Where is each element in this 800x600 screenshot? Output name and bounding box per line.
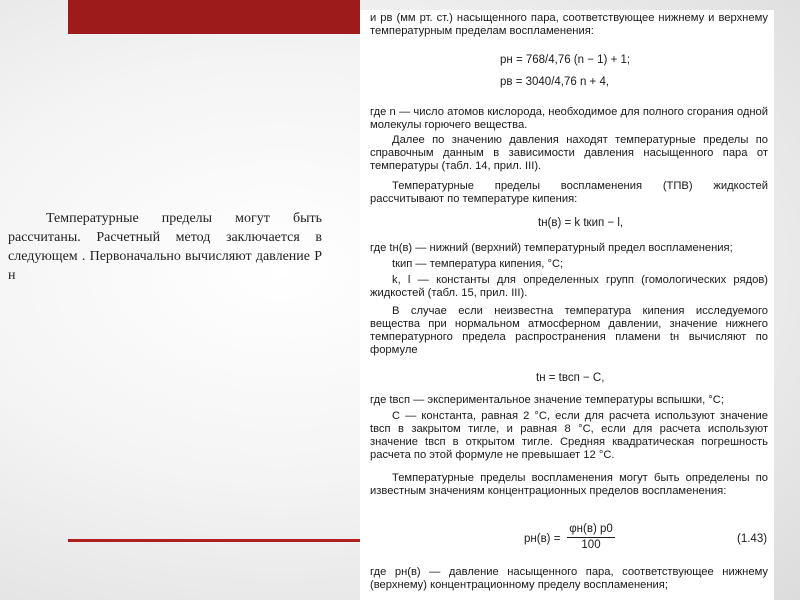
formula-143-fraction (567, 523, 615, 552)
formula-143-numerator: φн(в) p0 (567, 523, 615, 538)
paragraph-concentration: Температурные пределы воспламенения могут быть определены по известным значениям концентрационных пределов воспламенения: (370, 472, 768, 497)
bottom-accent-line (68, 539, 360, 542)
formula-pv: pв = 3040/4,76 n + 4, (500, 76, 610, 88)
definition-t-boil: tкип — температура кипения, °С; (392, 258, 564, 270)
formula-boiling: tн(в) = k tкип − l, (538, 217, 624, 229)
paragraph-unknown-boiling: В случае если неизвестна температура кипения исследуемого вещества при нормальном атмосферном давлении, значение нижнего температурного предела распространения пламени tн вычисляют по формуле (370, 305, 768, 356)
definition-p-saturated: где pн(в) — давление насыщенного пара, соответствующее нижнему (верхнему) концентрационному пределу воспламенения; (370, 566, 768, 591)
paragraph-pressure-intro: и pв (мм рт. ст.) насыщенного пара, соответствующее нижнему и верхнему температурным пределам воспламенения: (370, 12, 768, 37)
paragraph-oxygen-atoms: где n — число атомов кислорода, необходимое для полного сгорания одной молекулы горючего вещества. (370, 106, 768, 131)
paragraph-tpv-intro: Температурные пределы воспламенения (ТПВ) жидкостей рассчитывают по температуре кипения: (370, 180, 768, 205)
definition-k-l: k, l — константы для определенных групп (гомологических рядов) жидкостей (табл. 15, прил. III). (370, 274, 768, 299)
formula-pn: pн = 768/4,76 (n − 1) + 1; (500, 54, 631, 66)
slide-body-text (8, 209, 322, 285)
equation-number: (1.43) (737, 533, 768, 545)
paragraph-reference-data: Далее по значению давления находят температурные пределы по справочным данным в зависимости давления насыщенного пара от температуры (табл. 14, прил. III). (370, 134, 768, 172)
top-accent-bar (68, 0, 360, 34)
scanned-textbook-page (360, 10, 774, 600)
formula-143-left: pн(в) = (524, 533, 561, 545)
slide-body-text-content: Температурные пределы могут быть рассчитаны. Расчетный метод заключается в следующем . Первоначально вычисляют давление Р н (8, 211, 322, 283)
formula-143-denominator: 100 (581, 538, 601, 551)
formula-flash: tн = tвсп − С, (536, 372, 605, 384)
definition-t-limit: где tн(в) — нижний (верхний) температурный предел воспламенения; (370, 242, 733, 254)
definition-constant-c: С — константа, равная 2 °С, если для расчета используют значение tвсп в закрытом тигле, и равная 8 °С, если для расчета используют значение tвсп в открытом тигле. Средняя квадратическая погрешность расчета по этой формуле не превышает 12 °С. (370, 410, 768, 461)
definition-t-flash: где tвсп — экспериментальное значение температуры вспышки, °С; (370, 394, 724, 406)
